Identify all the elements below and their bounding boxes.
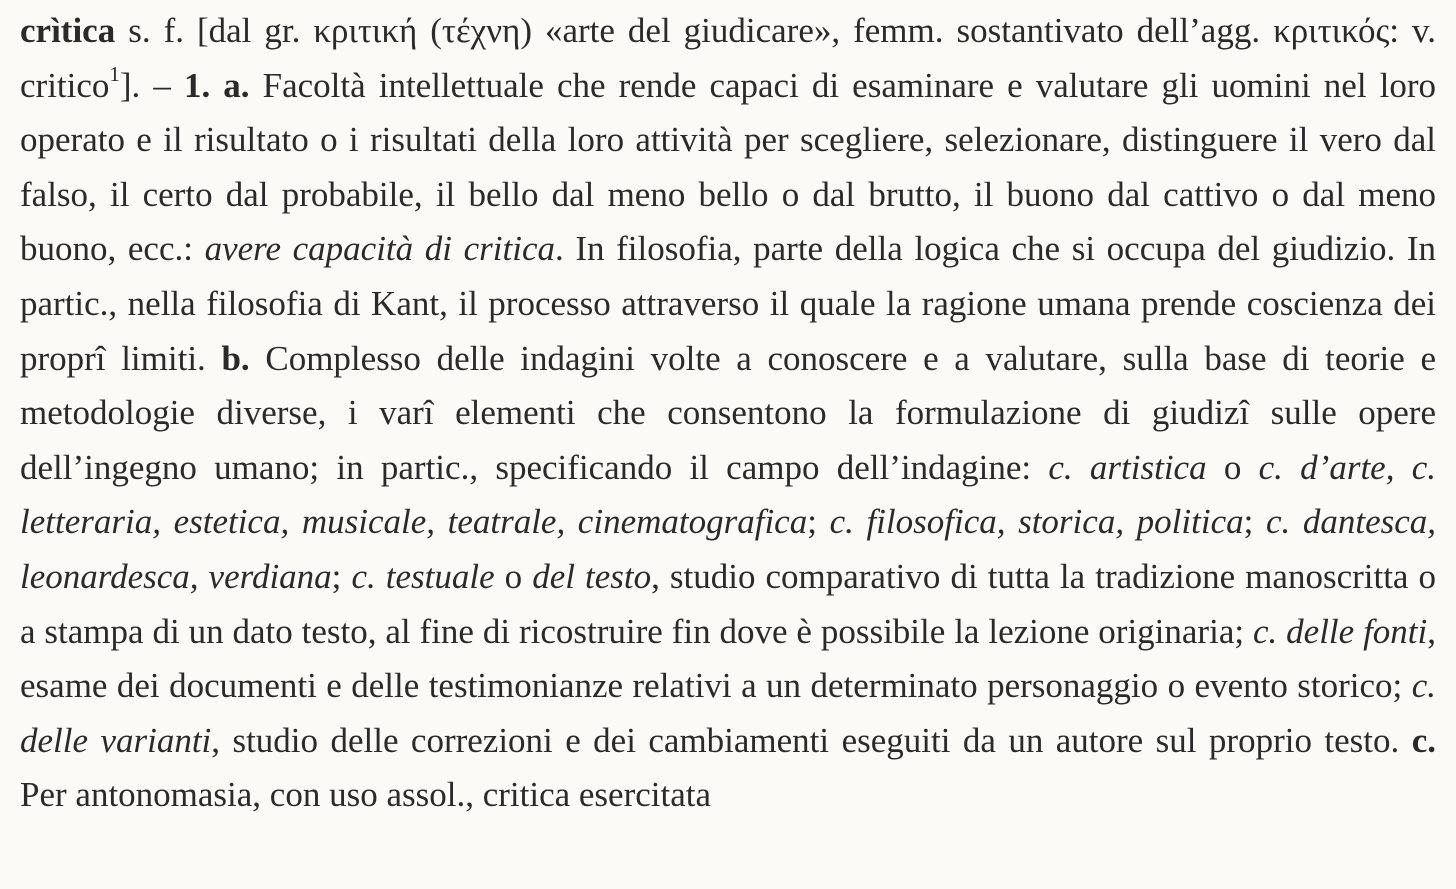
sense-c-label: c. bbox=[1411, 720, 1436, 760]
sense-1a-definition-cont: . In filosofia, parte della logica che si occupa del giudizio. In partic., nella filosofia di Kant, il processo attraverso il quale la ragione umana prende coscienza dei proprî limiti. bbox=[20, 229, 1437, 378]
homograph-number: 1 bbox=[109, 61, 120, 86]
example-1a: avere capacità di critica bbox=[204, 229, 555, 269]
example-b2: c. d’arte, c. letteraria, estetica, musicale, teatrale, cinematografica bbox=[20, 447, 1437, 542]
example-b4: c. dantesca, leonardesca, verdiana bbox=[20, 502, 1437, 596]
example-b5: c. testuale bbox=[351, 556, 495, 596]
example-b8: c. delle varianti bbox=[20, 666, 1436, 760]
separator: ; bbox=[1243, 502, 1266, 542]
sense-c-definition: Per antonomasia, con uso assol., critica esercitata bbox=[20, 775, 712, 815]
example-b1: c. artistica bbox=[1048, 447, 1207, 487]
conjunction: o bbox=[494, 556, 533, 596]
separator: ; bbox=[331, 556, 352, 596]
separator: ; bbox=[807, 502, 830, 542]
example-b7: c. delle fonti bbox=[1252, 611, 1428, 651]
sense-1a-label: 1. a. bbox=[183, 65, 250, 105]
definition-b8: , studio delle correzioni e dei cambiamenti eseguiti da un autore sul proprio testo. bbox=[211, 720, 1412, 760]
etymology-close: ]. – bbox=[119, 65, 184, 105]
definition-b7: , esame dei documenti e delle testimonianze relativi a un determinato personaggio o evento storico; bbox=[20, 611, 1437, 706]
example-b6: del testo bbox=[532, 556, 652, 596]
definition-b6: , studio comparativo di tutta la tradizione manoscritta o a stampa di un dato testo, al fine di ricostruire fin dove è possibile la lezione originaria; bbox=[20, 556, 1436, 651]
grammar-label: s. f. bbox=[115, 11, 197, 50]
example-b3: c. filosofica, storica, politica bbox=[829, 502, 1244, 542]
sense-b-label: b. bbox=[221, 338, 250, 378]
etymology: [dal gr. κριτική (τέχνη) «arte del giudicare», femm. sostantivato dell’agg. κριτικός: v. critico bbox=[20, 11, 1436, 105]
sense-b-definition: Complesso delle indagini volte a conoscere e a valutare, sulla base di teorie e metodologie diverse, i varî elementi che consentono la formulazione di giudizî sulle opere dell’ingegno umano; in partic., specificando il campo dell’indagine: bbox=[20, 338, 1436, 487]
sense-1a-definition: Facoltà intellettuale che rende capaci di esaminare e valutare gli uomini nel loro operato e il risultato o i risultati della loro attività per scegliere, selezionare, distinguere il vero dal falso, il certo dal probabile, il bello dal meno bello o dal brutto, il buono dal cattivo o dal meno buono, ecc.: bbox=[20, 65, 1436, 269]
headword: crìtica bbox=[20, 11, 116, 50]
dictionary-entry bbox=[20, 4, 1436, 823]
conjunction: o bbox=[1206, 447, 1259, 487]
